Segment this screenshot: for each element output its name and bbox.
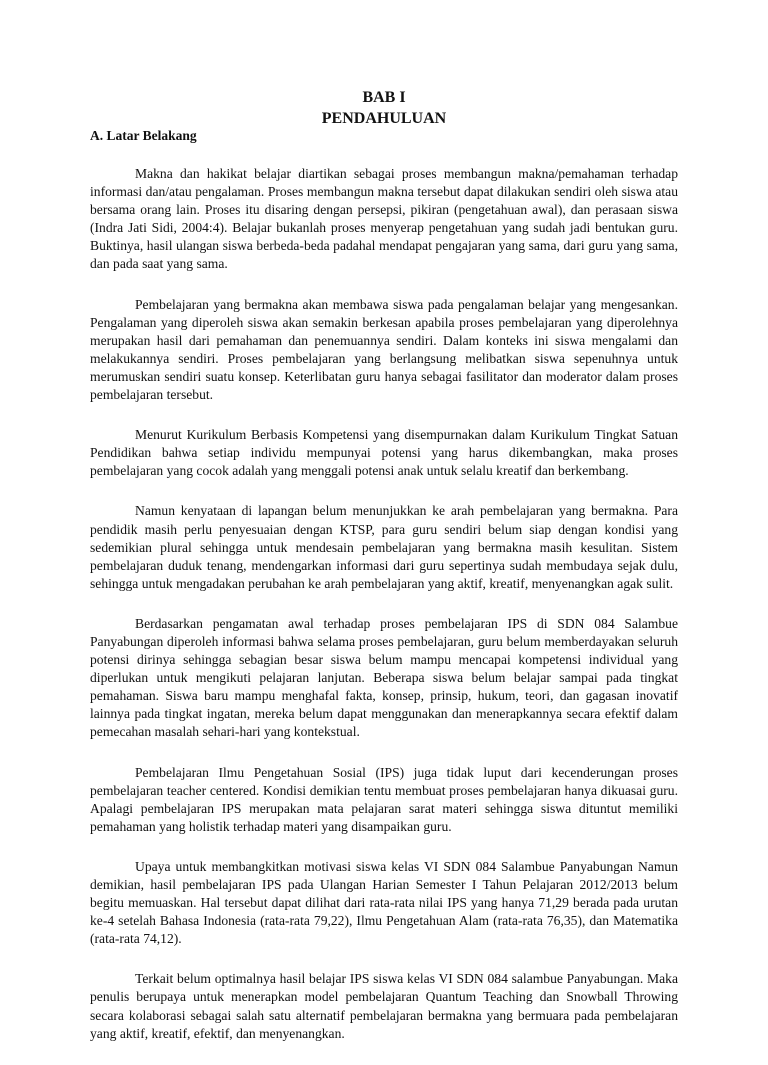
paragraph: Pembelajaran Ilmu Pengetahuan Sosial (IPS) juga tidak luput dari kecenderungan proses pembelajaran teacher centered. Kondisi demikian tentu membuat proses pembelajaran hanya dikuasai guru. Apalagi pembelajaran IPS merupakan mata pelajaran sarat materi sehingga siswa dituntut memiliki pemahaman yang holistik terhadap materi yang disampaikan guru.: [90, 764, 678, 834]
paragraph: Berdasarkan pengamatan awal terhadap proses pembelajaran IPS di SDN 084 Salambue Panyabungan diperoleh informasi bahwa selama proses pembelajaran, guru belum memberdayakan seluruh potensi dirinya sehingga sebagian besar siswa belum mampu mencapai kompetensi individual yang diperlukan untuk mengikuti pelajaran lanjutan. Beberapa siswa belum belajar sampai pada tingkat pemahaman. Siswa baru mampu menghafal fakta, konsep, prinsip, hukum, teori, dan gagasan inovatif lainnya pada tingkat ingatan, mereka belum dapat menggunakan dan menerapkannya secara efektif dalam pemecahan masalah sehari-hari yang kontekstual.: [90, 615, 678, 740]
section-title: A. Latar Belakang: [90, 128, 197, 143]
paragraph: Terkait belum optimalnya hasil belajar IPS siswa kelas VI SDN 084 salambue Panyabungan. Maka penulis berupaya untuk menerapkan model pembelajaran Quantum Teaching dan Snowball Throwing secara kolaborasi sebagai salah satu alternatif pembelajaran bermakna yang bermuara pada pembelajaran yang aktif, kreatif, efektif, dan menyenangkan.: [90, 971, 678, 1041]
chapter-title: PENDAHULUAN: [321, 110, 447, 127]
chapter-heading: [0, 87, 768, 129]
body-text: [90, 165, 678, 1065]
paragraph: Upaya untuk membangkitkan motivasi siswa kelas VI SDN 084 Salambue Panyabungan Namun demikian, hasil pembelajaran IPS pada Ulangan Harian Semester I Tahun Pelajaran 2012/2013 belum begitu memuaskan. Hal tersebut dapat dilihat dari rata-rata nilai IPS yang hanya 71,29 berada pada urutan ke-4 setelah Bahasa Indonesia (rata-rata 79,22), Ilmu Pengetahuan Alam (rata-rata 76,35), dan Matematika (rata-rata 74,12).: [90, 858, 678, 947]
paragraph: Namun kenyataan di lapangan belum menunjukkan ke arah pembelajaran yang bermakna. Para pendidik masih perlu penyesuaian dengan KTSP, para guru sendiri belum siap dengan kondisi yang sedemikian plural sehingga untuk mendesain pembelajaran yang bermakna masih kesulitan. Sistem pembelajaran duduk tenang, mendengarkan informasi dari guru sepertinya sudah membudaya sejak dulu, sehingga untuk mengadakan perubahan ke arah pembelajaran yang aktif, kreatif, menyenangkan agak sulit.: [90, 503, 678, 591]
paragraph: Menurut Kurikulum Berbasis Kompetensi yang disempurnakan dalam Kurikulum Tingkat Satuan Pendidikan bahwa setiap individu mempunyai potensi yang harus dikembangkan, maka proses pembelajaran yang cocok adalah yang menggali potensi anak untuk selalu kreatif dan berkembang.: [90, 427, 678, 479]
chapter-number: BAB I: [362, 89, 406, 106]
paragraph: Pembelajaran yang bermakna akan membawa siswa pada pengalaman belajar yang mengesankan. Pengalaman yang diperoleh siswa akan semakin berkesan apabila proses pembelajaran yang diperolehnya merupakan hasil dari pemahaman dan penemuannya sendiri. Dalam konteks ini siswa mengalami dan melakukannya sendiri. Proses pembelajaran yang berlangsung melibatkan siswa sepenuhnya untuk merumuskan sendiri suatu konsep. Keterlibatan guru hanya sebagai fasilitator dan moderator dalam proses pembelajaran tersebut.: [90, 296, 678, 403]
paragraph: Makna dan hakikat belajar diartikan sebagai proses membangun makna/pemahaman terhadap informasi dan/atau pengalaman. Proses membangun makna tersebut dapat dilakukan sendiri oleh siswa atau bersama orang lain. Proses itu disaring dengan persepsi, pikiran (pengetahuan awal), dan perasaan siswa (Indra Jati Sidi, 2004:4). Belajar bukanlah proses menyerap pengetahuan yang sudah jadi bentukan guru. Buktinya, hasil ulangan siswa berbeda-beda padahal mendapat pengajaran yang sama, dari guru yang sama, dan pada saat yang sama.: [90, 166, 678, 272]
